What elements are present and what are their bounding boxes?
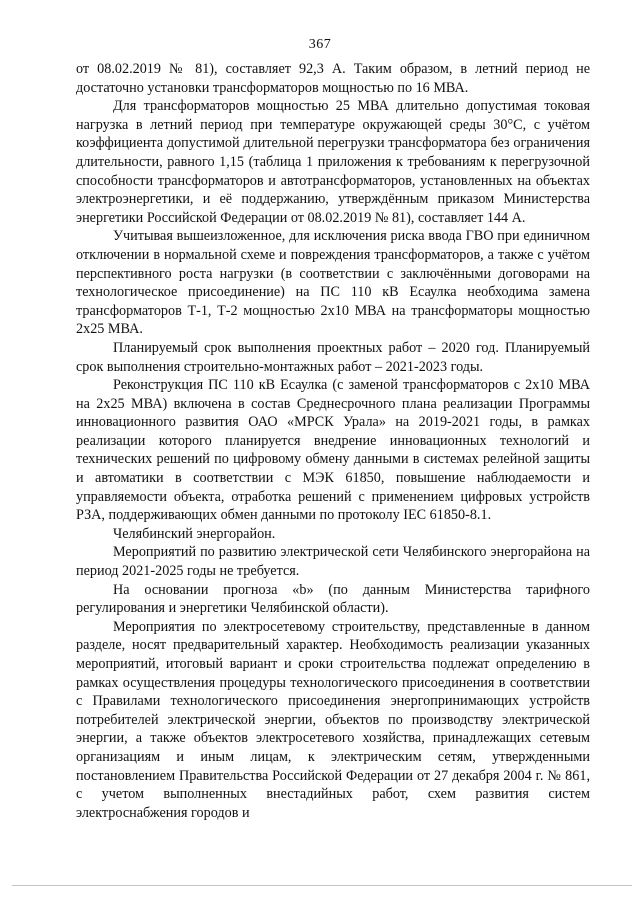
paragraph-forecast-basis: На основании прогноза «b» (по данным Министерства тарифного регулирования и энергетики Челябинской области). [76,581,590,617]
scan-edge-divider [12,885,632,886]
paragraph-transformer-25mva: Для трансформаторов мощностью 25 МВА длительно допустимая токовая нагрузка в летний период при температуре окружающей среды 30°С, с учётом коэффициента допустимой длительной перегрузки трансформатора без ограничения длительности, равного 1,15 (таблица 1 приложения к требованиям к перегрузочной способности трансформаторов и автотрансформаторов, установленных на объектах электроэнергетики, и её поддержанию, утверждённым приказом Министерства энергетики Российской Федерации от 08.02.2019 № 81), составляет 144 А. [76,98,590,226]
paragraph-continuation: от 08.02.2019 № 81), составляет 92,3 А. Таким образом, в летний период не достаточно установки трансформаторов мощностью по 16 МВА. [76,61,590,96]
paragraph-conclusion-replacement: Учитывая вышеизложенное, для исключения риска ввода ГВО при единичном отключении в нормальной схеме и повреждения трансформаторов, а также с учётом перспективного роста нагрузки (в соответствии с заключёнными договорами на технологическое присоединение) на ПС 110 кВ Есаулка необходима замена трансформаторов Т-1, Т-2 мощностью 2х10 МВА на трансформаторы мощностью 2х25 МВА. [76,228,590,338]
paragraph-planned-timeline: Планируемый срок выполнения проектных работ – 2020 год. Планируемый срок выполнения строительно-монтажных работ – 2021-2023 годы. [76,339,590,375]
paragraph-no-measures: Мероприятий по развитию электрической сети Челябинского энергорайона на период 2021-2025 годы не требуется. [76,544,590,580]
page-body [76,60,590,822]
paragraph-chelyabinsk-district: Челябинский энергорайон. [113,525,276,542]
page-number: 367 [308,37,332,52]
paragraph-preliminary-measures: Мероприятия по электросетевому строительству, представленные в данном разделе, носят предварительный характер. Необходимость реализации указанных мероприятий, итоговый вариант и сроки строительства подлежат определению в рамках осуществления процедуры технологического присоединения в соответствии с Правилами технологического присоединения энергопринимающих устройств потребителей электрической энергии, объектов по производству электрической энергии, а также объектов электросетевого хозяйства, принадлежащих сетевым организациям и иным лицам, к электрическим сетям, утвержденными постановлением Правительства Российской Федерации от 27 декабря 2004 г. № 861, с учетом выполненных внестадийных работ, схем развития систем электроснабжения городов и [76,618,590,821]
paragraph-reconstruction-program: Реконструкция ПС 110 кВ Есаулка (с заменой трансформаторов с 2х10 МВА на 2х25 МВА) включена в состав Среднесрочного плана реализации Программы инновационного развития ОАО «МРСК Урала» на 2019-2021 годы, в рамках реализации которого планируется внедрение инновационных технологий и технических решений по цифровому обмену данными в системах релейной защиты и автоматики в соответствии с МЭК 61850, повышение наблюдаемости и управляемости объекта, отработка решений с применением цифровых устройств РЗА, поддерживающих обмен данными по протоколу IEC 61850-8.1. [76,377,590,524]
